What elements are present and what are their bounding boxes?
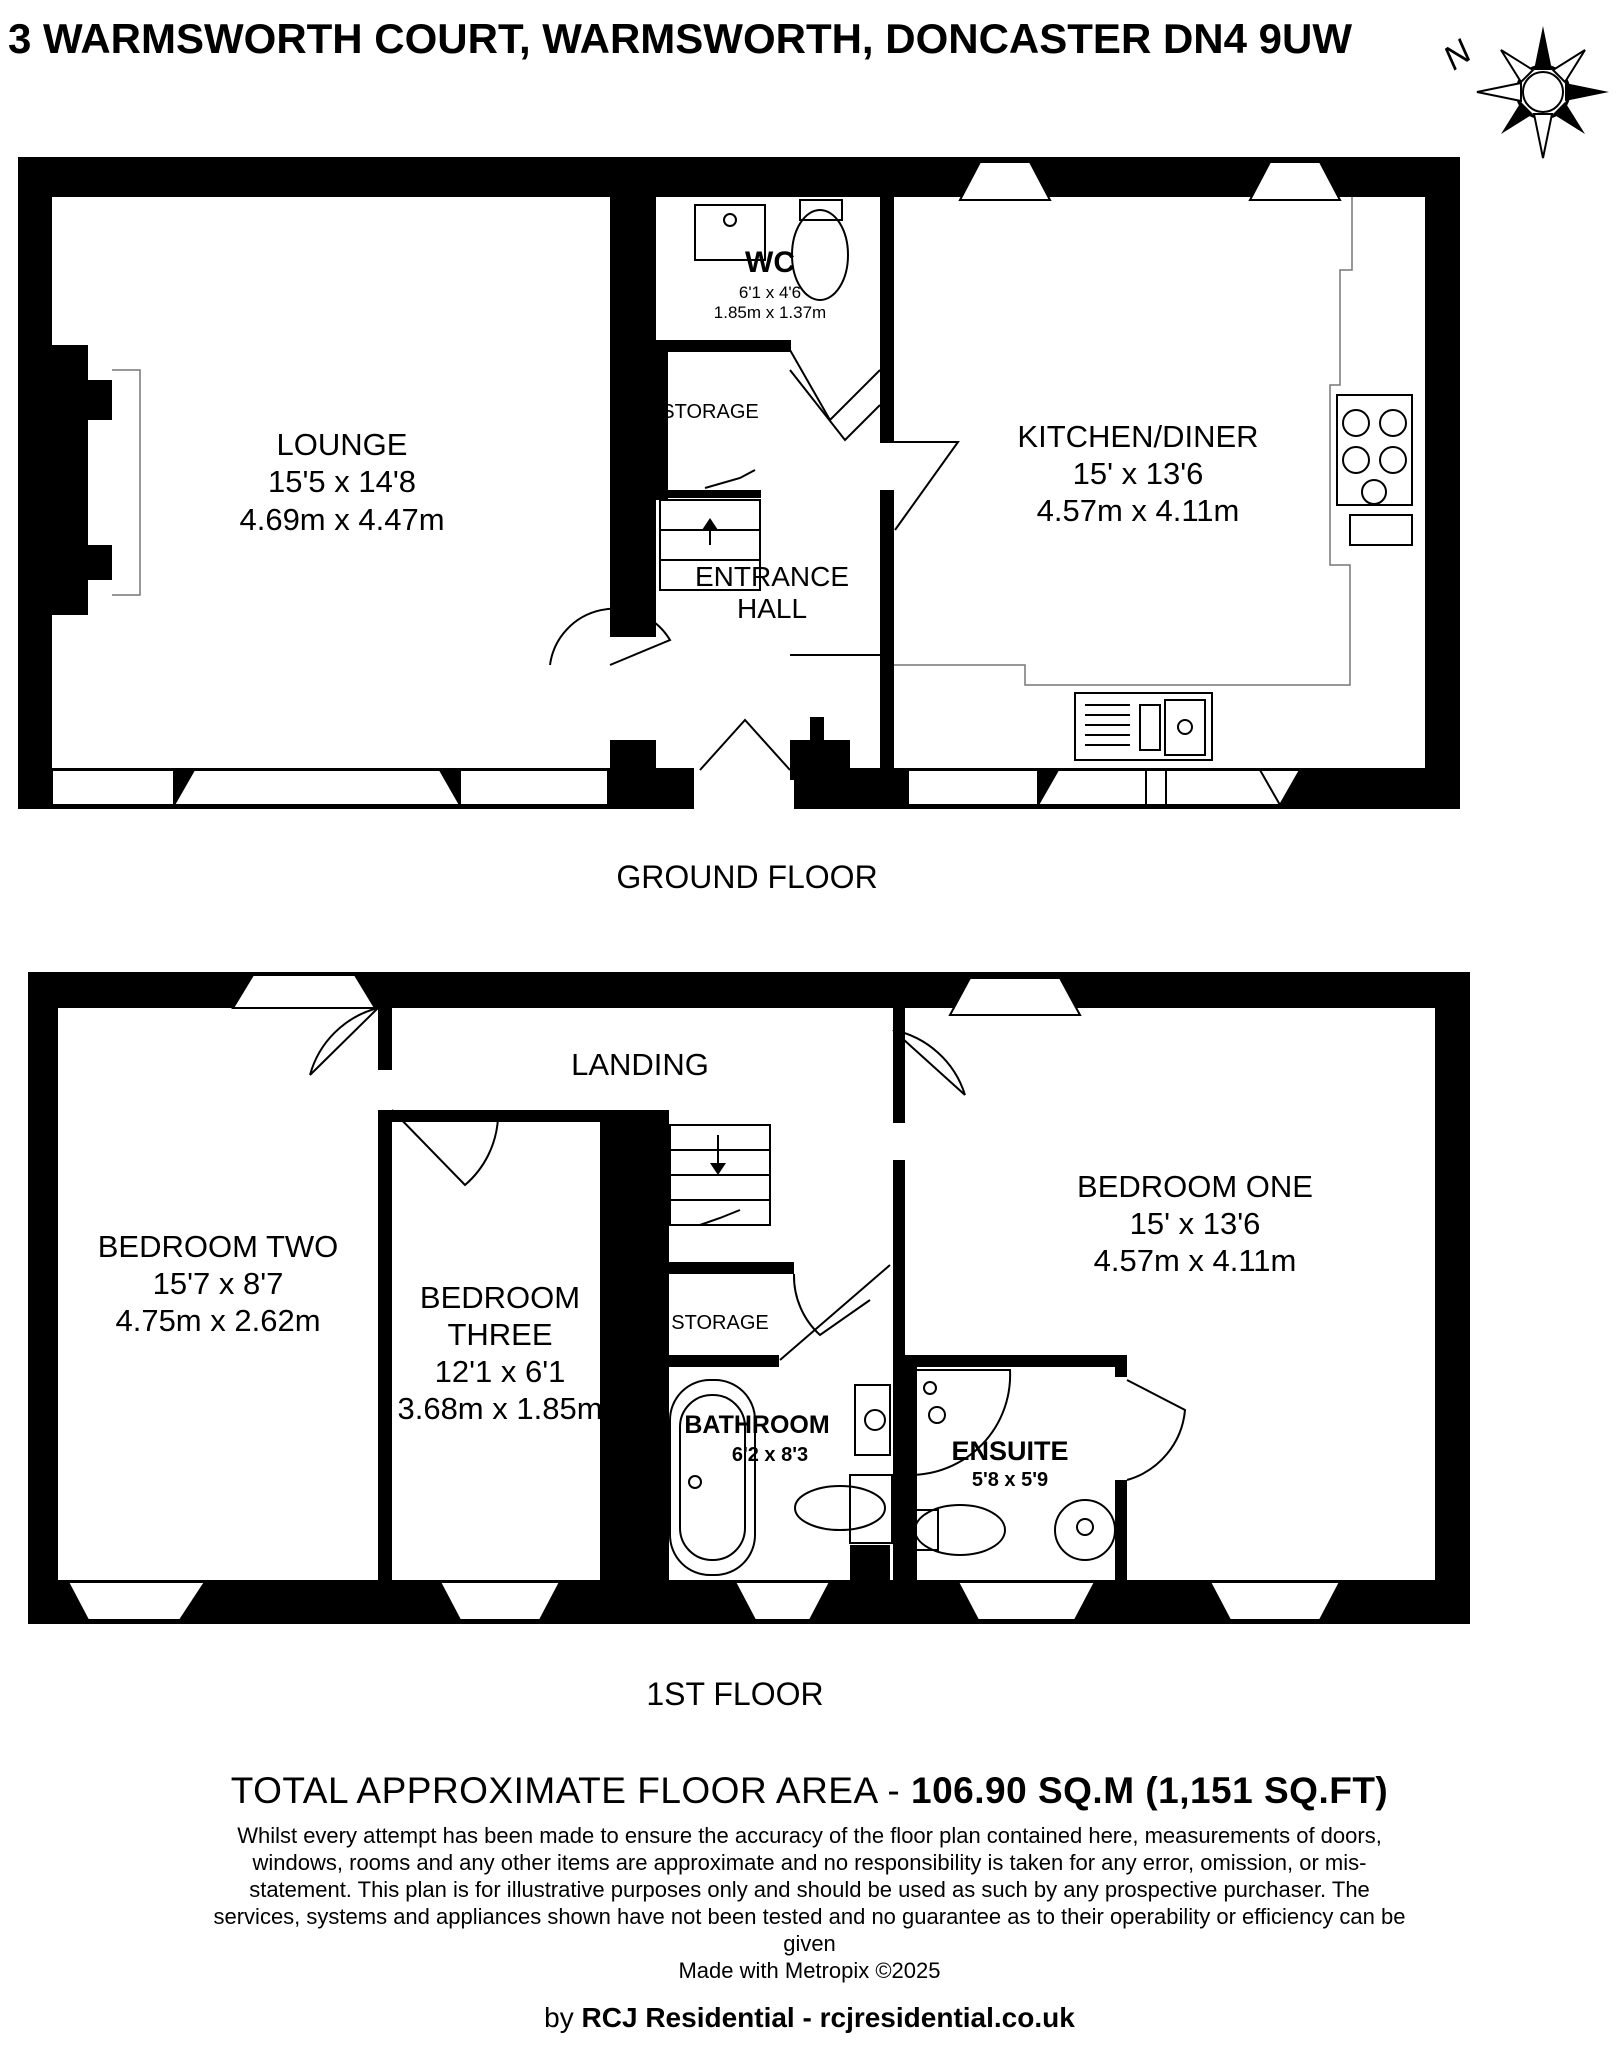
total-area-value: 106.90 SQ.M (1,151 SQ.FT): [911, 1770, 1389, 1811]
entrance-hall-line1: ENTRANCE: [694, 561, 850, 592]
bedroom-one-name: BEDROOM ONE: [1077, 1169, 1313, 1204]
ground-floor-plan: [18, 157, 1460, 895]
wc-name: WC: [745, 246, 795, 279]
lounge-metric: 4.69m x 4.47m: [239, 502, 445, 537]
credit-line: [0, 2002, 1619, 2034]
credit-website-link[interactable]: rcjresidential.co.uk: [819, 2002, 1075, 2033]
bedroom-three-metric: 3.68m x 1.85m: [397, 1391, 603, 1426]
total-floor-area: [0, 1770, 1619, 1812]
landing-name: LANDING: [571, 1047, 709, 1082]
kitchen-name: KITCHEN/DINER: [1017, 419, 1259, 454]
lounge-name: LOUNGE: [276, 427, 408, 462]
bedroom-two-name: BEDROOM TWO: [97, 1229, 339, 1264]
disclaimer-text: Whilst every attempt has been made to ensure the accuracy of the floor plan contained here, measurements of doors, windows, rooms and any other items are approximate and no responsibility is taken for any error, omission, or mis-statement. This plan is for illustrative purposes only and should be used as such by any prospective purchaser. The services, systems and appliances shown have not been tested and no guarantee as to their operability or efficiency can be given: [213, 1823, 1406, 1956]
total-area-label: TOTAL APPROXIMATE FLOOR AREA -: [230, 1770, 912, 1811]
bedroom-two-metric: 4.75m x 2.62m: [115, 1303, 321, 1338]
ensuite-name: ENSUITE: [951, 1436, 1069, 1466]
bedroom-one-metric: 4.57m x 4.11m: [1093, 1243, 1297, 1278]
bedroom-two-imperial: 15'7 x 8'7: [152, 1266, 284, 1301]
bathroom-imperial: 6'2 x 8'3: [731, 1444, 809, 1466]
compass-rose-icon: [1477, 26, 1609, 158]
address-title: 3 WARMSWORTH COURT, WARMSWORTH, DONCASTER DN4 9UW: [8, 15, 1352, 62]
first-storage-name: STORAGE: [671, 1312, 769, 1334]
bedroom-three-line2: THREE: [447, 1317, 553, 1352]
kitchen-imperial: 15' x 13'6: [1072, 456, 1204, 491]
ground-floor-label: GROUND FLOOR: [616, 859, 878, 895]
ground-storage-name: STORAGE: [661, 401, 759, 423]
credit-brand: RCJ Residential: [581, 2002, 795, 2033]
kitchen-metric: 4.57m x 4.11m: [1036, 493, 1240, 528]
entrance-hall-line2: HALL: [736, 593, 808, 624]
wc-imperial: 6'1 x 4'6: [738, 283, 802, 302]
bedroom-three-imperial: 12'1 x 6'1: [434, 1354, 566, 1389]
made-with-text: Made with Metropix ©2025: [678, 1958, 941, 1983]
credit-prefix: by: [544, 2002, 582, 2033]
footer: [0, 1770, 1619, 2034]
bedroom-three-line1: BEDROOM: [419, 1280, 581, 1315]
first-floor-label: 1ST FLOOR: [646, 1676, 824, 1712]
wc-metric: 1.85m x 1.37m: [713, 303, 827, 322]
ensuite-imperial: 5'8 x 5'9: [971, 1469, 1049, 1491]
compass-north-letter: N: [1436, 32, 1479, 78]
bedroom-one-imperial: 15' x 13'6: [1129, 1206, 1261, 1241]
bathroom-name: BATHROOM: [684, 1411, 830, 1439]
first-floor-plan: [28, 972, 1470, 1712]
credit-separator: -: [794, 2002, 820, 2033]
lounge-imperial: 15'5 x 14'8: [267, 464, 417, 499]
